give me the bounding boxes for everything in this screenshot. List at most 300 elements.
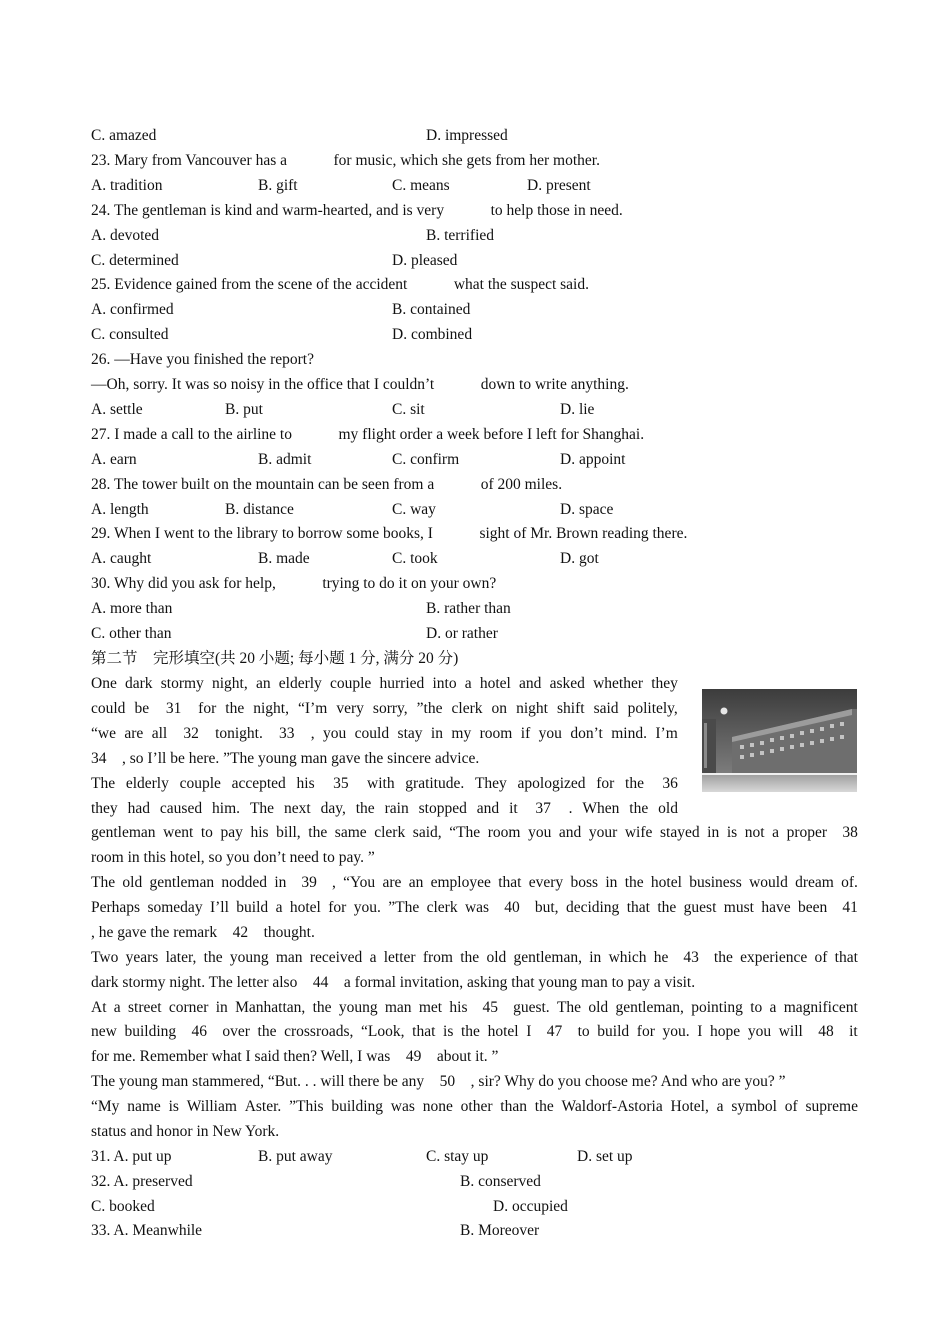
word: 41 [834,899,858,916]
justified-line [91,948,858,968]
word: 46 [183,1023,215,1040]
word: rain [384,800,409,817]
word: a [369,949,377,966]
word: hotel [479,675,511,692]
text-line: A. caught [91,550,152,567]
word: next [283,800,311,817]
word: build [236,899,269,916]
word: the [629,800,649,817]
word: 36 [654,775,678,792]
word: , [331,874,336,891]
word: 45 [474,999,506,1016]
word: experience [740,949,808,966]
word: accepted [231,775,286,792]
word: 38 [834,824,858,841]
justified-line [91,1022,858,1042]
word: none [422,1098,453,1115]
text-line: A. devoted [91,227,160,244]
word: They [474,775,507,792]
word: “My [91,1098,120,1115]
hotel-night-image [702,689,857,792]
word: young [229,949,269,966]
word: “Look, [361,1023,405,1040]
text-line: D. appoint [560,451,626,468]
word: “we [91,725,116,742]
word: his [296,775,315,792]
word: later, [165,949,197,966]
word: stopped [418,800,467,817]
word: hope [710,1023,741,1040]
word: you. [353,899,381,916]
text-line: 32. A. preserved [91,1173,193,1190]
word: supreme [805,1098,858,1115]
text-line: B. made [258,550,310,567]
word: a [113,999,121,1016]
word: shift [556,700,585,717]
word: could [354,725,390,742]
text-line: room in this hotel, so you don’t need to pay. ” [91,849,375,866]
word: they [651,675,678,692]
word: the [203,949,223,966]
text-line: 28. The tower built on the mountain can be seen from a of 200 miles. [91,476,563,493]
word: in [274,874,287,891]
word: for [198,700,217,717]
word: same [334,824,367,841]
word: 47 [538,1023,570,1040]
word: corner [168,999,209,1016]
word: your [588,824,618,841]
word: which [608,949,647,966]
word: One [91,675,117,692]
text-line: D. pleased [392,252,458,269]
word: old [588,999,609,1016]
text-line: C. means [392,177,450,194]
word: every [528,874,564,891]
word: man [275,949,303,966]
word: ”the [416,700,443,717]
word: in [430,725,443,742]
word: you [528,824,552,841]
text-line: A. length [91,501,149,518]
word: tonight. [215,725,263,742]
text-line: D. or rather [426,625,498,642]
word: . [568,800,573,817]
word: gratitude. [405,775,465,792]
word: to [750,999,763,1016]
word: 39 [293,874,325,891]
word: you [747,1023,772,1040]
word: couple [330,675,372,692]
word: met [418,999,443,1016]
justified-line [91,724,678,744]
text-line: B. conserved [460,1173,541,1190]
word: will [778,1023,803,1040]
hotel-photo [702,689,857,792]
word: I [526,1023,532,1040]
word: be [134,700,150,717]
word: 35 [325,775,357,792]
text-line: B. gift [258,177,298,194]
word: couple [179,775,221,792]
text-line: 第二节 完形填空(共 20 小题; 每小题 1 分, 满分 20 分) [91,650,459,667]
word: it [509,800,518,817]
word: 40 [496,899,528,916]
word: I’m [655,725,678,742]
word: is [168,1098,179,1115]
word: with [367,775,395,792]
text-line: C. confirm [392,451,460,468]
text-line: status and honor in New York. [91,1123,280,1140]
word: been [797,899,828,916]
word: but, [534,899,559,916]
word: When [582,800,620,817]
word: apologized [517,775,586,792]
word: boss [570,874,599,891]
word: Aster. [244,1098,282,1115]
word: old [486,949,507,966]
word: the [624,874,644,891]
text-line: C. amazed [91,127,157,144]
word: clerk [374,824,406,841]
text-line: C. stay up [426,1148,489,1165]
text-line: C. consulted [91,326,169,343]
text-line: D. impressed [426,127,508,144]
text-line: B. distance [225,501,294,518]
word: that [498,874,522,891]
text-line: A. confirmed [91,301,174,318]
word: 48 [810,1023,842,1040]
word: other [460,1098,493,1115]
word: the [355,800,375,817]
word: Hotel, [670,1098,709,1115]
word: and [476,800,500,817]
word: for [636,1023,655,1040]
word: Waldorf-Astoria [561,1098,663,1115]
text-line: 34 , so I’ll be here. ”The young man gave the sincere advice. [91,750,480,767]
word: all [151,725,168,742]
word: an [255,675,271,692]
word: I’ll [209,899,229,916]
text-line: C. determined [91,252,179,269]
word: you [538,725,562,742]
word: his [250,824,269,841]
word: into [432,675,457,692]
word: a [769,999,777,1016]
word: to [200,824,213,841]
word: ”The [388,899,420,916]
word: than [500,1098,527,1115]
word: don’t [570,725,603,742]
word: very [336,700,364,717]
word: in [589,949,602,966]
text-line: D. combined [392,326,473,343]
word: the [713,949,733,966]
word: that [626,899,650,916]
word: night, [212,675,248,692]
word: in [605,874,618,891]
word: had [127,800,150,817]
word: of [814,949,828,966]
word: 43 [675,949,707,966]
word: whether [593,675,644,692]
word: new [91,1023,117,1040]
word: business [689,874,742,891]
word: build [597,1023,630,1040]
word: in [707,824,720,841]
word: guest [683,899,717,916]
word: elderly [125,775,169,792]
word: stay [397,725,423,742]
word: it [849,1023,858,1040]
word: gentleman [149,874,215,891]
justified-line [91,898,858,918]
text-line: 30. Why did you ask for help, trying to do it on your own? [91,575,497,592]
word: “I’m [298,700,328,717]
text-line: B. put [225,401,263,418]
word: dream [795,874,834,891]
word: a [772,824,780,841]
word: clerk [426,899,458,916]
word: guest. [513,999,550,1016]
justified-line [91,1097,858,1117]
word: Two [91,949,119,966]
word: The [249,800,275,817]
word: Perhaps [91,899,141,916]
text-line: 24. The gentleman is kind and warm-hearted, and is very to help those in need. [91,202,623,219]
word: hotel [289,899,321,916]
text-line: A. more than [91,600,173,617]
word: “The [449,824,481,841]
word: building [124,1023,177,1040]
word: and [519,675,542,692]
word: room [487,824,521,841]
word: ”This [289,1098,324,1115]
text-line: , he gave the remark 42 thought. [91,924,315,941]
word: of. [841,874,858,891]
word: a [275,899,283,916]
word: the [534,1098,554,1115]
justified-line [91,674,678,694]
word: the [312,999,332,1016]
word: wife [624,824,653,841]
word: him. [212,800,241,817]
word: you. [662,1023,690,1040]
word: for [328,899,347,916]
text-line: D. space [560,501,614,518]
text-line: D. present [527,177,591,194]
word: man [384,999,412,1016]
text-line: C. sit [392,401,425,418]
text-line: B. admit [258,451,312,468]
word: “You [343,874,376,891]
word: nodded [221,874,268,891]
word: the [225,700,245,717]
word: day, [320,800,346,817]
word: The [91,874,116,891]
justified-line [91,998,858,1018]
word: and [558,824,582,841]
word: gentleman, [615,999,684,1016]
word: are [124,725,144,742]
word: hotel [650,874,682,891]
word: on [491,700,508,717]
word: to [577,1023,590,1040]
text-line: 27. I made a call to the airline to my flight order a week before I left for Shanghai. [91,426,645,443]
text-line: C. way [392,501,436,518]
word: deciding [565,899,620,916]
word: name [127,1098,161,1115]
text-line: D. lie [560,401,595,418]
word: received [309,949,363,966]
word: letter [383,949,416,966]
word: gentleman, [513,949,582,966]
word: a [464,675,472,692]
word: the [308,824,328,841]
text-line: C. booked [91,1198,155,1215]
word: went [163,824,194,841]
word: a [716,1098,724,1115]
word: bill, [276,824,301,841]
word: dark [125,675,153,692]
text-line: 29. When I went to the library to borrow some books, I sight of Mr. Brown reading there. [91,525,688,542]
word: the [257,1023,277,1040]
word: young [338,999,378,1016]
word: could [91,700,126,717]
word: pointing [691,999,743,1016]
word: an [408,874,424,891]
text-line: A. settle [91,401,143,418]
word: for [596,775,615,792]
word: he [653,949,669,966]
word: is [443,1023,454,1040]
text-line: —Oh, sorry. It was so noisy in the office that I couldn’t down to write anything. [91,376,629,393]
word: old [122,874,143,891]
word: building [331,1098,383,1115]
word: At [91,999,107,1016]
word: someday [147,899,203,916]
text-line: A. earn [91,451,137,468]
word: mind. [611,725,647,742]
word: the [460,949,480,966]
word: you [323,725,347,742]
word: his [449,999,468,1016]
word: William [186,1098,237,1115]
word: the [657,899,677,916]
word: room [479,725,513,742]
text-line: C. other than [91,625,172,642]
word: stayed [659,824,700,841]
word: over [222,1023,250,1040]
word: caused [159,800,203,817]
word: not [744,824,765,841]
word: from [422,949,453,966]
word: The [556,999,582,1016]
word: if [520,725,531,742]
word: Manhattan, [235,999,306,1016]
text-line: B. put away [258,1148,333,1165]
word: have [761,899,791,916]
word: the [625,775,644,792]
word: hotel [487,1023,519,1040]
word: I [697,1023,703,1040]
text-line: dark stormy night. The letter also 44 a formal invitation, asking that young man to pay a visit. [91,974,696,991]
word: hurried [379,675,425,692]
word: street [127,999,162,1016]
word: pay [220,824,243,841]
word: magnificent [783,999,858,1016]
justified-line [91,823,858,843]
word: old [658,800,678,817]
word: of [784,1098,798,1115]
text-line: 23. Mary from Vancouver has a for music, which she gets from her mother. [91,152,600,169]
text-line: B. rather than [426,600,511,617]
text-line: C. took [392,550,438,567]
word: in [215,999,228,1016]
word: is [726,824,738,841]
text-line: D. set up [577,1148,633,1165]
word: was [390,1098,415,1115]
word: would [749,874,788,891]
word: asked [549,675,585,692]
justified-line [91,774,678,794]
word: The [91,775,116,792]
word: are [382,874,402,891]
word: that [834,949,858,966]
text-line: D. got [560,550,599,567]
word: that [412,1023,436,1040]
word: said, [412,824,442,841]
word: sorry, [372,700,408,717]
word: 37 [527,800,559,817]
justified-line [91,873,858,893]
word: years [125,949,159,966]
word: symbol [731,1098,777,1115]
word: employee [430,874,491,891]
text-line: 25. Evidence gained from the scene of the accident what the suspect said. [91,276,589,293]
word: was [464,899,490,916]
text-line: B. contained [392,301,471,318]
word: they [91,800,118,817]
word: my [451,725,472,742]
word: crossroads, [284,1023,354,1040]
word: said [593,700,619,717]
word: the [461,1023,480,1040]
text-line: for me. Remember what I said then? Well, I was 49 about it. ” [91,1048,499,1065]
word: 31 [158,700,190,717]
text-line: D. occupied [493,1198,568,1215]
word: 33 [271,725,303,742]
justified-line [91,699,678,719]
word: clerk [451,700,483,717]
word: night, [253,700,289,717]
text-line: B. terrified [426,227,495,244]
text-line: The young man stammered, “But. . . will there be any 50 , sir? Why do you choose me? And who are you? ” [91,1073,786,1090]
word: elderly [278,675,322,692]
justified-line [91,799,678,819]
word: night [516,700,548,717]
text-line: 26. —Have you finished the report? [91,351,314,368]
text-line: 31. A. put up [91,1148,172,1165]
text-line: A. tradition [91,177,163,194]
word: gentleman [91,824,156,841]
text-line: 33. A. Meanwhile [91,1222,203,1239]
word: stormy [160,675,204,692]
word: proper [786,824,828,841]
word: , [310,725,315,742]
text-line: B. Moreover [460,1222,540,1239]
word: politely, [627,700,678,717]
word: must [723,899,754,916]
